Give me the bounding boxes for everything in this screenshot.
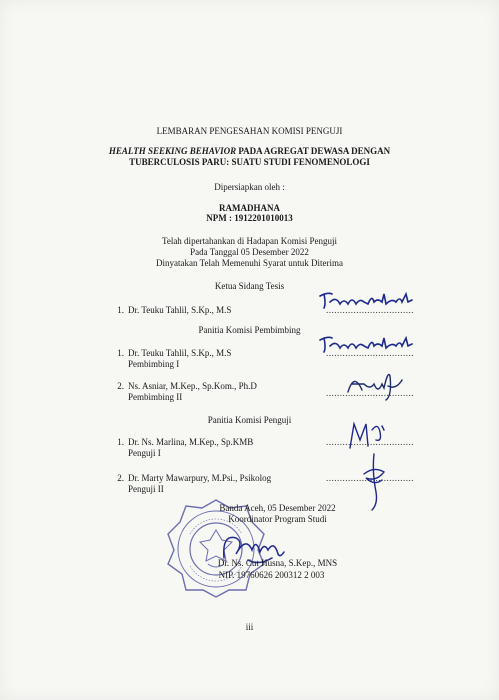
signature-teuku-tahlil-advisor bbox=[318, 334, 414, 356]
entry-number: 2. bbox=[117, 381, 124, 391]
entry-number: 1. bbox=[117, 348, 124, 358]
signature-line: ................................ bbox=[326, 348, 414, 358]
defense-line-1: Telah dipertahankan di Hadapan Komisi Penguji bbox=[161, 236, 338, 246]
author-name: RAMADHANA bbox=[219, 203, 280, 213]
entry-number: 1. bbox=[117, 305, 124, 315]
defense-date: Pada Tanggal 05 Desember 2022 bbox=[190, 247, 309, 257]
page-number: iii bbox=[245, 622, 254, 632]
signature-line: ................................ bbox=[326, 473, 414, 483]
signature-line: ................................ bbox=[326, 305, 414, 315]
page-heading: LEMBARAN PENGESAHAN KOMISI PENGUJI bbox=[156, 126, 343, 136]
author-npm: NPM : 1912201010013 bbox=[206, 213, 293, 223]
entry-name: Ns. Asniar, M.Kep., Sp.Kom., Ph.D bbox=[128, 381, 257, 391]
defense-line-3: Dinyatakan Telah Memenuhi Syarat untuk Diterima bbox=[156, 258, 343, 268]
place-date: Banda Aceh, 05 Desember 2022 bbox=[219, 503, 336, 513]
entry-role: Penguji II bbox=[128, 484, 164, 494]
thesis-title-line-1 bbox=[0, 146, 499, 157]
prepared-by-label: Dipersiapkan oleh : bbox=[214, 182, 285, 192]
thesis-title-line-2: TUBERCULOSIS PARU: SUATU STUDI FENOMENOLOGI bbox=[129, 157, 370, 167]
entry-number: 1. bbox=[117, 437, 124, 447]
entry-number: 2. bbox=[117, 473, 124, 483]
section-examiners-heading: Panitia Komisi Penguji bbox=[207, 415, 292, 425]
coordinator-name: Dr. Ns. Cut Husna, S.Kep., MNS bbox=[217, 558, 338, 568]
signature-teuku-tahlil-chair bbox=[318, 290, 414, 312]
entry-role: Pembimbing I bbox=[128, 359, 180, 369]
entry-name: Dr. Marty Mawarpury, M.Psi., Psikolog bbox=[128, 473, 272, 483]
thesis-title-rest: PADA AGREGAT DEWASA DENGAN bbox=[236, 146, 391, 156]
signature-asniar bbox=[344, 366, 404, 402]
signature-line: ................................ bbox=[326, 437, 414, 447]
entry-name: Dr. Ns. Marlina, M.Kep., Sp.KMB bbox=[128, 437, 254, 447]
entry-role: Penguji I bbox=[128, 448, 161, 458]
coordinator-position: Koordinator Program Studi bbox=[228, 514, 327, 524]
signature-line: ................................ bbox=[326, 388, 414, 398]
section-chair-heading: Ketua Sidang Tesis bbox=[214, 281, 285, 291]
signature-marlina bbox=[346, 420, 386, 450]
section-advisors-heading: Panitia Komisi Pembimbing bbox=[198, 325, 301, 335]
thesis-title-italic: HEALTH SEEKING BEHAVIOR bbox=[108, 146, 237, 156]
entry-name: Dr. Teuku Tahlil, S.Kp., M.S bbox=[128, 305, 232, 315]
coordinator-nip: NIP. 19760626 200312 2 003 bbox=[218, 570, 325, 580]
entry-name: Dr. Teuku Tahlil, S.Kp., M.S bbox=[128, 348, 232, 358]
entry-role: Pembimbing II bbox=[128, 392, 183, 402]
